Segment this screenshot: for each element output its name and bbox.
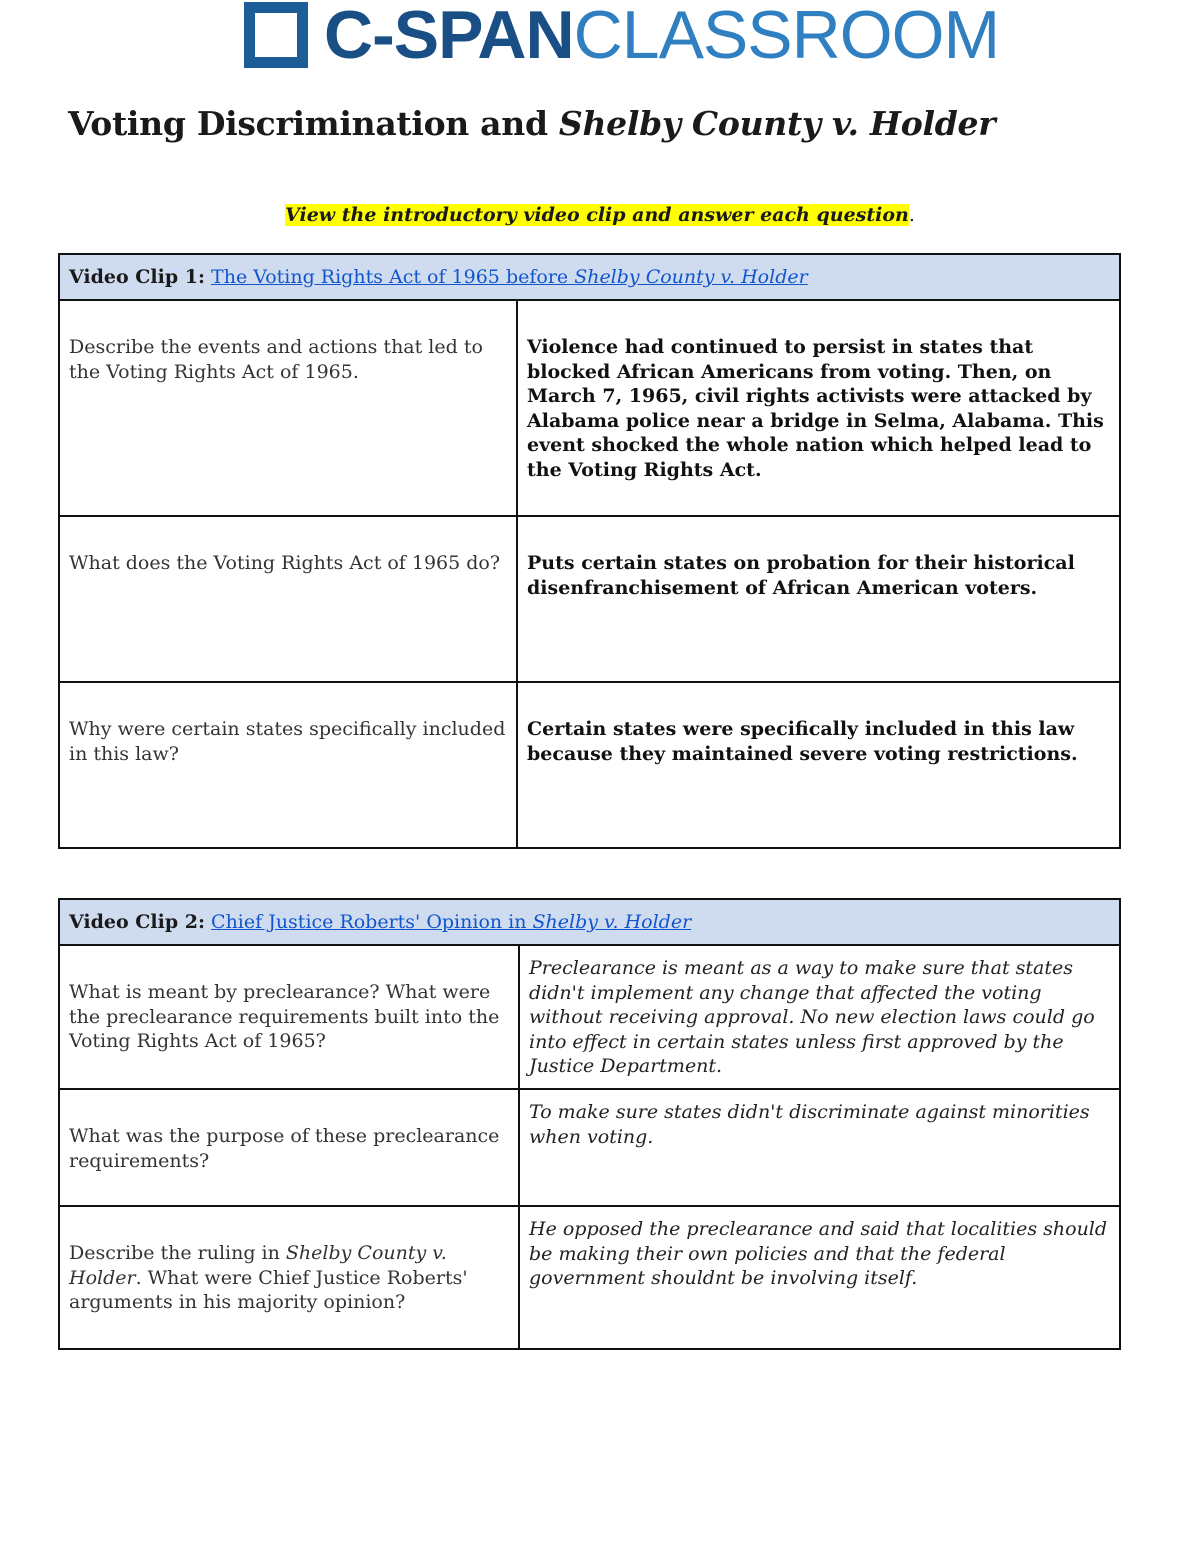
cspan-classroom-logo xyxy=(244,0,1000,73)
clip2-answer-1: Preclearance is meant as a way to make sure that states didn't implement any change that affected the voting without receiving approval. No new election laws could go into effect in certain states unless first approved by the Justice Department. xyxy=(519,945,1120,1089)
clip1-answer-1: Violence had continued to persist in states that blocked African Americans from voting. Then, on March 7, 1965, civil rights activists were attacked by Alabama police near a bridge in Selma, Alabama. This event shocked the whole nation which helped lead to the Voting Rights Act. xyxy=(517,300,1120,516)
title-main: Voting Discrimination and xyxy=(68,104,559,143)
clip2-question-3-italic: Shelby County v. Holder xyxy=(69,1242,447,1289)
logo-classroom: CLASSROOM xyxy=(573,0,1000,73)
clip1-header xyxy=(59,254,1120,300)
title-italic: Shelby County v. Holder xyxy=(558,104,996,143)
clip2-question-3-post: . What were Chief Justice Roberts' arguments in his majority opinion? xyxy=(69,1266,468,1313)
clip1-question-1: Describe the events and actions that led to the Voting Rights Act of 1965. xyxy=(59,300,517,516)
clip1-link-italic: Shelby County v. Holder xyxy=(574,265,808,288)
clip2-video-link[interactable] xyxy=(211,911,691,933)
clip2-table xyxy=(58,898,1121,1350)
clip1-question-3: Why were certain states specifically included in this law? xyxy=(59,682,517,848)
clip1-video-link[interactable] xyxy=(211,266,808,288)
logo-wordmark xyxy=(324,0,1000,73)
clip2-link-italic: Shelby v. Holder xyxy=(532,910,692,933)
clip2-question-3 xyxy=(59,1206,519,1349)
clip1-question-2: What does the Voting Rights Act of 1965 do? xyxy=(59,516,517,682)
clip2-answer-2: To make sure states didn't discriminate against minorities when voting. xyxy=(519,1089,1120,1206)
logo-cspan: C-SPAN xyxy=(324,0,574,73)
clip2-question-1: What is meant by preclearance? What were the preclearance requirements built into the Voting Rights Act of 1965? xyxy=(59,945,519,1089)
clip1-link-text: The Voting Rights Act of 1965 before xyxy=(211,265,575,288)
clip2-header xyxy=(59,899,1120,945)
clip2-link-text: Chief Justice Roberts' Opinion in xyxy=(211,910,533,933)
clip1-answer-2: Puts certain states on probation for their historical disenfranchisement of African American voters. xyxy=(517,516,1120,682)
instruction-line xyxy=(0,204,1200,226)
clip2-question-3-pre: Describe the ruling in xyxy=(69,1242,286,1264)
clip2-answer-3: He opposed the preclearance and said that localities should be making their own policies and that the federal government shouldnt be involving itself. xyxy=(519,1206,1120,1349)
instruction-highlight: View the introductory video clip and answer each question xyxy=(285,204,909,226)
clip1-answer-3: Certain states were specifically included in this law because they maintained severe voting restrictions. xyxy=(517,682,1120,848)
clip2-label: Video Clip 2: xyxy=(69,910,205,933)
logo-square-icon xyxy=(244,2,308,68)
clip1-label: Video Clip 1: xyxy=(69,265,205,288)
page-title xyxy=(68,104,995,143)
clip1-table xyxy=(58,253,1121,849)
clip2-question-2: What was the purpose of these preclearance requirements? xyxy=(59,1089,519,1206)
instruction-period: . xyxy=(908,204,915,226)
